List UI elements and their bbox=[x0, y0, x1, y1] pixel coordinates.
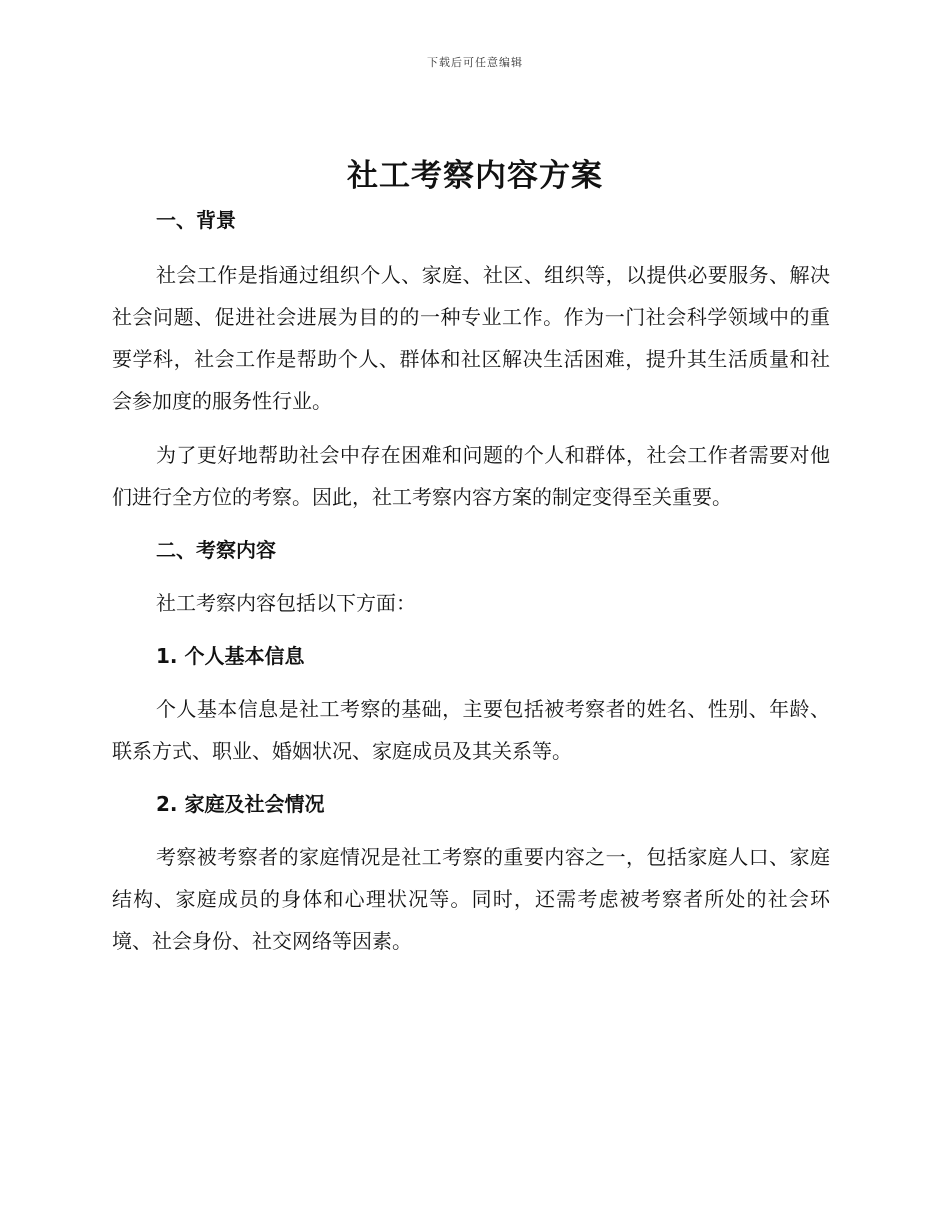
paragraph: 考察被考察者的家庭情况是社工考察的重要内容之一，包括家庭人口、家庭结构、家庭成员的身体和心理状况等。同时，还需考虑被考察者所处的社会环境、社会身份、社交网络等因素。 bbox=[112, 845, 830, 953]
subsection-heading-family-social: 2. 家庭及社会情况 bbox=[156, 792, 325, 816]
paragraph: 社工考察内容包括以下方面： bbox=[156, 591, 416, 615]
paragraph: 社会工作是指通过组织个人、家庭、社区、组织等，以提供必要服务、解决社会问题、促进社会进展为目的的一种专业工作。作为一门社会科学领域中的重要学科，社会工作是帮助个人、群体和社区解决生活困难，提升其生活质量和社会参加度的服务性行业。 bbox=[112, 263, 830, 413]
document-body bbox=[112, 200, 830, 962]
paragraph: 为了更好地帮助社会中存在困难和问题的个人和群体，社会工作者需要对他们进行全方位的考察。因此，社工考察内容方案的制定变得至关重要。 bbox=[112, 443, 830, 509]
page-header: 下载后可任意编辑 bbox=[427, 56, 523, 69]
paragraph: 个人基本信息是社工考察的基础，主要包括被考察者的姓名、性别、年龄、联系方式、职业、婚姻状况、家庭成员及其关系等。 bbox=[112, 697, 830, 763]
subsection-heading-personal-info: 1. 个人基本信息 bbox=[156, 644, 305, 668]
section-heading-background: 一、背景 bbox=[156, 208, 236, 232]
section-heading-inspection-content: 二、考察内容 bbox=[156, 538, 276, 562]
document-title: 社工考察内容方案 bbox=[347, 158, 603, 194]
